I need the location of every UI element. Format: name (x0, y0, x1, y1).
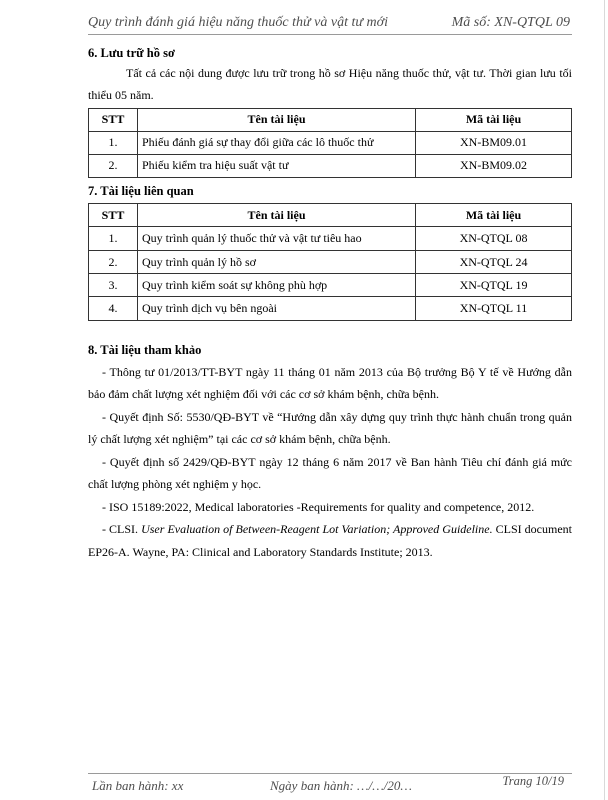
document-code: XN-QTQL 11 (416, 297, 572, 321)
document-code: XN-QTQL 24 (416, 251, 572, 274)
records-table (88, 108, 572, 178)
reference-item: - Quyết định Số: 5530/QĐ-BYT về “Hướng dẫn xây dựng quy trình thực hành chuẩn trong quản lý chất lượng xét nghiệm” tại các cơ sở khám bệnh, chữa bệnh. (88, 409, 572, 447)
row-number: 1. (89, 227, 138, 251)
references-list (88, 361, 572, 564)
page-header (88, 12, 572, 35)
column-header: STT (89, 204, 138, 227)
document-name: Phiếu đánh giá sự thay đổi giữa các lô thuốc thử (138, 131, 416, 154)
column-header: Mã tài liệu (416, 204, 572, 227)
section-6-heading: 6. Lưu trữ hồ sơ (88, 46, 175, 60)
reference-item (88, 518, 572, 563)
column-header: Mã tài liệu (416, 108, 572, 131)
reference-item: - Quyết định số 2429/QĐ-BYT ngày 12 tháng 6 năm 2017 về Ban hành Tiêu chí đánh giá mức chất lượng phòng xét nghiệm y học. (88, 454, 572, 492)
document-name: Quy trình dịch vụ bên ngoài (138, 297, 416, 321)
header-title: Quy trình đánh giá hiệu năng thuốc thử và vật tư mới (88, 15, 388, 30)
table-row (89, 131, 572, 154)
column-header: Tên tài liệu (138, 108, 416, 131)
page-footer (88, 773, 572, 796)
row-number: 2. (89, 251, 138, 274)
document-code: XN-QTQL 19 (416, 274, 572, 297)
table-header-row (89, 204, 572, 227)
table-header-row (89, 108, 572, 131)
page-content (88, 42, 572, 563)
section-6-paragraph: Tất cả các nội dung được lưu trữ trong hồ sơ Hiệu năng thuốc thử, vật tư. Thời gian lưu tối thiểu 05 năm. (88, 65, 572, 102)
issue-date: Ngày ban hành: …/…/20… (270, 778, 412, 793)
document-code: XN-BM09.02 (416, 154, 572, 177)
column-header: STT (89, 108, 138, 131)
table-row (89, 227, 572, 251)
reference-suffix: CLSI document EP26-A. Wayne, PA: Clinical and Laboratory Standards Institute; 2013. (88, 522, 573, 559)
reference-item: - Thông tư 01/2013/TT-BYT ngày 11 tháng 01 năm 2013 của Bộ trưởng Bộ Y tế về Hướng dẫn bảo đảm chất lượng xét nghiệm đối với các cơ sở khám bệnh, chữa bệnh. (88, 364, 572, 402)
table-row (89, 154, 572, 177)
table-row (89, 251, 572, 274)
row-number: 4. (89, 297, 138, 321)
table-row (89, 274, 572, 297)
column-header: Tên tài liệu (138, 204, 416, 227)
header-code: Mã số: XN-QTQL 09 (451, 15, 570, 30)
row-number: 1. (89, 131, 138, 154)
reference-title: User Evaluation of Between-Reagent Lot Variation; Approved Guideline. (141, 522, 493, 537)
page-number: Trang 10/19 (502, 774, 564, 788)
row-number: 2. (89, 154, 138, 177)
section-7-heading: 7. Tài liệu liên quan (88, 183, 194, 198)
document-code: XN-BM09.01 (416, 131, 572, 154)
document-name: Quy trình quản lý hồ sơ (138, 251, 416, 274)
reference-prefix: - CLSI. (102, 522, 142, 537)
document-name: Quy trình kiểm soát sự không phù hợp (138, 274, 416, 297)
section-8-heading: 8. Tài liệu tham khảo (88, 343, 202, 358)
page-edge (604, 0, 605, 800)
document-code: XN-QTQL 08 (416, 227, 572, 251)
row-number: 3. (89, 274, 138, 297)
table-row (89, 297, 572, 321)
document-name: Quy trình quản lý thuốc thử và vật tư tiêu hao (138, 227, 416, 251)
reference-item: - ISO 15189:2022, Medical laboratories -Requirements for quality and competence, 2012. (102, 499, 535, 514)
related-documents-table (88, 203, 572, 321)
issue-number: Lần ban hành: xx (92, 778, 184, 793)
document-name: Phiếu kiểm tra hiệu suất vật tư (138, 154, 416, 177)
